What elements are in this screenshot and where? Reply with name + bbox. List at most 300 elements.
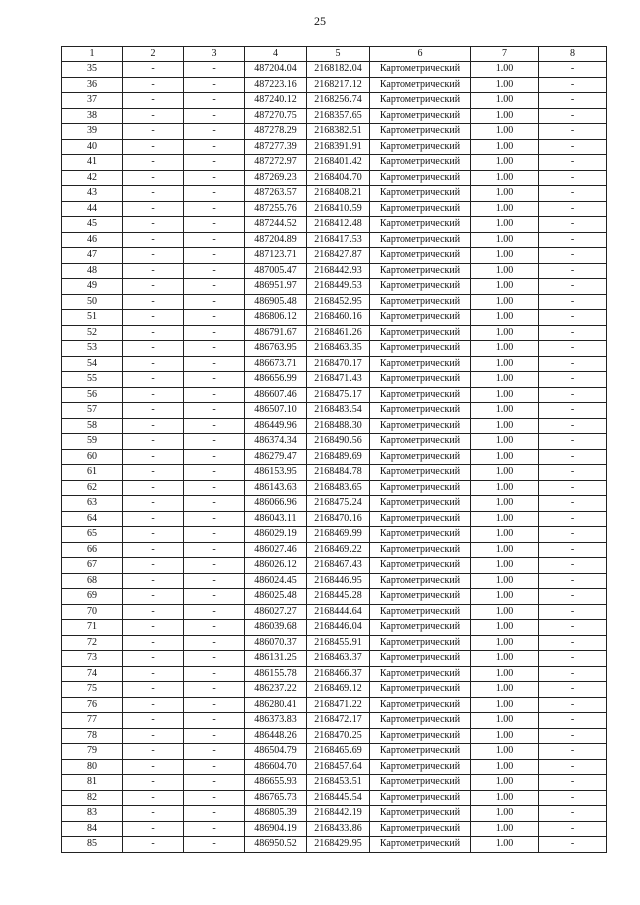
- col3-cell: -: [184, 604, 245, 620]
- method-cell: Картометрический: [370, 341, 471, 357]
- col3-cell: -: [184, 682, 245, 698]
- table-row: [62, 837, 607, 853]
- table-row: [62, 201, 607, 217]
- accuracy-cell: 1.00: [471, 806, 539, 822]
- point-number-cell: 73: [62, 651, 123, 667]
- method-cell: Картометрический: [370, 635, 471, 651]
- method-cell: Картометрический: [370, 434, 471, 450]
- y-coordinate-cell: 2168455.91: [307, 635, 370, 651]
- col2-cell: -: [123, 62, 184, 78]
- col2-cell: -: [123, 372, 184, 388]
- y-coordinate-cell: 2168470.16: [307, 511, 370, 527]
- col2-cell: -: [123, 341, 184, 357]
- table-row: [62, 155, 607, 171]
- col3-cell: -: [184, 728, 245, 744]
- col8-cell: -: [539, 511, 607, 527]
- col3-cell: -: [184, 418, 245, 434]
- y-coordinate-cell: 2168475.24: [307, 496, 370, 512]
- col3-cell: -: [184, 496, 245, 512]
- method-cell: Картометрический: [370, 806, 471, 822]
- point-number-cell: 85: [62, 837, 123, 853]
- table-row: [62, 139, 607, 155]
- col2-cell: -: [123, 263, 184, 279]
- x-coordinate-cell: 487272.97: [245, 155, 307, 171]
- x-coordinate-cell: 487204.04: [245, 62, 307, 78]
- point-number-cell: 48: [62, 263, 123, 279]
- x-coordinate-cell: 487263.57: [245, 186, 307, 202]
- col2-cell: -: [123, 294, 184, 310]
- accuracy-cell: 1.00: [471, 666, 539, 682]
- accuracy-cell: 1.00: [471, 790, 539, 806]
- table-row: [62, 294, 607, 310]
- col8-cell: -: [539, 232, 607, 248]
- col8-cell: -: [539, 139, 607, 155]
- x-coordinate-cell: 486027.46: [245, 542, 307, 558]
- x-coordinate-cell: 487244.52: [245, 217, 307, 233]
- method-cell: Картометрический: [370, 449, 471, 465]
- col8-cell: -: [539, 759, 607, 775]
- y-coordinate-cell: 2168382.51: [307, 124, 370, 140]
- col8-cell: -: [539, 542, 607, 558]
- method-cell: Картометрический: [370, 248, 471, 264]
- point-number-cell: 82: [62, 790, 123, 806]
- table-row: [62, 465, 607, 481]
- col3-cell: -: [184, 635, 245, 651]
- y-coordinate-cell: 2168256.74: [307, 93, 370, 109]
- page-number: 25: [314, 14, 326, 28]
- point-number-cell: 71: [62, 620, 123, 636]
- col8-cell: -: [539, 108, 607, 124]
- accuracy-cell: 1.00: [471, 248, 539, 264]
- col8-cell: -: [539, 294, 607, 310]
- y-coordinate-cell: 2168483.65: [307, 480, 370, 496]
- y-coordinate-cell: 2168217.12: [307, 77, 370, 93]
- x-coordinate-cell: 487278.29: [245, 124, 307, 140]
- table-row: [62, 62, 607, 78]
- col3-cell: -: [184, 372, 245, 388]
- method-cell: Картометрический: [370, 170, 471, 186]
- point-number-cell: 58: [62, 418, 123, 434]
- table-row: [62, 341, 607, 357]
- col3-cell: -: [184, 806, 245, 822]
- y-coordinate-cell: 2168446.95: [307, 573, 370, 589]
- col2-cell: -: [123, 635, 184, 651]
- y-coordinate-cell: 2168488.30: [307, 418, 370, 434]
- table-row: [62, 821, 607, 837]
- accuracy-cell: 1.00: [471, 620, 539, 636]
- y-coordinate-cell: 2168445.28: [307, 589, 370, 605]
- x-coordinate-cell: 486155.78: [245, 666, 307, 682]
- point-number-cell: 77: [62, 713, 123, 729]
- point-number-cell: 39: [62, 124, 123, 140]
- y-coordinate-cell: 2168490.56: [307, 434, 370, 450]
- x-coordinate-cell: 486027.27: [245, 604, 307, 620]
- x-coordinate-cell: 487123.71: [245, 248, 307, 264]
- table-row: [62, 651, 607, 667]
- x-coordinate-cell: 486504.79: [245, 744, 307, 760]
- method-cell: Картометрический: [370, 139, 471, 155]
- y-coordinate-cell: 2168445.54: [307, 790, 370, 806]
- x-coordinate-cell: 486763.95: [245, 341, 307, 357]
- col8-cell: -: [539, 666, 607, 682]
- point-number-cell: 54: [62, 356, 123, 372]
- y-coordinate-cell: 2168401.42: [307, 155, 370, 171]
- method-cell: Картометрический: [370, 666, 471, 682]
- col2-cell: -: [123, 155, 184, 171]
- point-number-cell: 49: [62, 279, 123, 295]
- table-row: [62, 217, 607, 233]
- x-coordinate-cell: 486280.41: [245, 697, 307, 713]
- col2-cell: -: [123, 465, 184, 481]
- col8-cell: -: [539, 124, 607, 140]
- method-cell: Картометрический: [370, 124, 471, 140]
- col8-cell: -: [539, 790, 607, 806]
- col8-cell: -: [539, 635, 607, 651]
- table-row: [62, 573, 607, 589]
- col2-cell: -: [123, 310, 184, 326]
- y-coordinate-cell: 2168446.04: [307, 620, 370, 636]
- accuracy-cell: 1.00: [471, 139, 539, 155]
- col8-cell: -: [539, 697, 607, 713]
- point-number-cell: 70: [62, 604, 123, 620]
- y-coordinate-cell: 2168427.87: [307, 248, 370, 264]
- x-coordinate-cell: 487204.89: [245, 232, 307, 248]
- col8-cell: -: [539, 604, 607, 620]
- y-coordinate-cell: 2168410.59: [307, 201, 370, 217]
- col3-cell: -: [184, 186, 245, 202]
- col2-cell: -: [123, 387, 184, 403]
- point-number-cell: 69: [62, 589, 123, 605]
- y-coordinate-cell: 2168469.12: [307, 682, 370, 698]
- point-number-cell: 37: [62, 93, 123, 109]
- y-coordinate-cell: 2168182.04: [307, 62, 370, 78]
- table-row: [62, 108, 607, 124]
- accuracy-cell: 1.00: [471, 263, 539, 279]
- column-header: 6: [370, 47, 471, 62]
- method-cell: Картометрический: [370, 62, 471, 78]
- y-coordinate-cell: 2168442.93: [307, 263, 370, 279]
- col3-cell: -: [184, 263, 245, 279]
- y-coordinate-cell: 2168489.69: [307, 449, 370, 465]
- col2-cell: -: [123, 728, 184, 744]
- col2-cell: -: [123, 201, 184, 217]
- x-coordinate-cell: 487255.76: [245, 201, 307, 217]
- col2-cell: -: [123, 186, 184, 202]
- accuracy-cell: 1.00: [471, 573, 539, 589]
- accuracy-cell: 1.00: [471, 449, 539, 465]
- col8-cell: -: [539, 170, 607, 186]
- y-coordinate-cell: 2168429.95: [307, 837, 370, 853]
- col3-cell: -: [184, 837, 245, 853]
- accuracy-cell: 1.00: [471, 310, 539, 326]
- table-row: [62, 248, 607, 264]
- method-cell: Картометрический: [370, 542, 471, 558]
- table-row: [62, 124, 607, 140]
- accuracy-cell: 1.00: [471, 542, 539, 558]
- x-coordinate-cell: 486066.96: [245, 496, 307, 512]
- col8-cell: -: [539, 806, 607, 822]
- col2-cell: -: [123, 775, 184, 791]
- y-coordinate-cell: 2168483.54: [307, 403, 370, 419]
- y-coordinate-cell: 2168357.65: [307, 108, 370, 124]
- table-row: [62, 790, 607, 806]
- col3-cell: -: [184, 77, 245, 93]
- point-number-cell: 51: [62, 310, 123, 326]
- table-row: [62, 744, 607, 760]
- point-number-cell: 41: [62, 155, 123, 171]
- col2-cell: -: [123, 527, 184, 543]
- y-coordinate-cell: 2168467.43: [307, 558, 370, 574]
- col2-cell: -: [123, 542, 184, 558]
- point-number-cell: 47: [62, 248, 123, 264]
- accuracy-cell: 1.00: [471, 155, 539, 171]
- x-coordinate-cell: 486026.12: [245, 558, 307, 574]
- col8-cell: -: [539, 372, 607, 388]
- x-coordinate-cell: 486237.22: [245, 682, 307, 698]
- accuracy-cell: 1.00: [471, 589, 539, 605]
- point-number-cell: 45: [62, 217, 123, 233]
- col2-cell: -: [123, 790, 184, 806]
- y-coordinate-cell: 2168470.17: [307, 356, 370, 372]
- point-number-cell: 79: [62, 744, 123, 760]
- accuracy-cell: 1.00: [471, 403, 539, 419]
- table-row: [62, 356, 607, 372]
- column-header: 3: [184, 47, 245, 62]
- col2-cell: -: [123, 682, 184, 698]
- column-header: 2: [123, 47, 184, 62]
- col2-cell: -: [123, 496, 184, 512]
- x-coordinate-cell: 486025.48: [245, 589, 307, 605]
- point-number-cell: 40: [62, 139, 123, 155]
- y-coordinate-cell: 2168484.78: [307, 465, 370, 481]
- method-cell: Картометрический: [370, 496, 471, 512]
- point-number-cell: 76: [62, 697, 123, 713]
- accuracy-cell: 1.00: [471, 775, 539, 791]
- method-cell: Картометрический: [370, 186, 471, 202]
- point-number-cell: 59: [62, 434, 123, 450]
- x-coordinate-cell: 486951.97: [245, 279, 307, 295]
- column-header: 5: [307, 47, 370, 62]
- col8-cell: -: [539, 93, 607, 109]
- col8-cell: -: [539, 821, 607, 837]
- method-cell: Картометрический: [370, 790, 471, 806]
- point-number-cell: 52: [62, 325, 123, 341]
- col8-cell: -: [539, 744, 607, 760]
- col8-cell: -: [539, 341, 607, 357]
- col3-cell: -: [184, 697, 245, 713]
- x-coordinate-cell: 486070.37: [245, 635, 307, 651]
- y-coordinate-cell: 2168470.25: [307, 728, 370, 744]
- x-coordinate-cell: 486374.34: [245, 434, 307, 450]
- accuracy-cell: 1.00: [471, 201, 539, 217]
- y-coordinate-cell: 2168404.70: [307, 170, 370, 186]
- col2-cell: -: [123, 604, 184, 620]
- point-number-cell: 42: [62, 170, 123, 186]
- col8-cell: -: [539, 356, 607, 372]
- accuracy-cell: 1.00: [471, 635, 539, 651]
- table-row: [62, 635, 607, 651]
- col8-cell: -: [539, 248, 607, 264]
- col2-cell: -: [123, 744, 184, 760]
- col2-cell: -: [123, 620, 184, 636]
- method-cell: Картометрический: [370, 263, 471, 279]
- accuracy-cell: 1.00: [471, 186, 539, 202]
- point-number-cell: 83: [62, 806, 123, 822]
- x-coordinate-cell: 487223.16: [245, 77, 307, 93]
- col2-cell: -: [123, 666, 184, 682]
- column-header: 7: [471, 47, 539, 62]
- col8-cell: -: [539, 449, 607, 465]
- method-cell: Картометрический: [370, 759, 471, 775]
- table-row: [62, 372, 607, 388]
- accuracy-cell: 1.00: [471, 62, 539, 78]
- col2-cell: -: [123, 480, 184, 496]
- table-row: [62, 511, 607, 527]
- y-coordinate-cell: 2168469.99: [307, 527, 370, 543]
- col3-cell: -: [184, 248, 245, 264]
- accuracy-cell: 1.00: [471, 124, 539, 140]
- table-row: [62, 775, 607, 791]
- col3-cell: -: [184, 651, 245, 667]
- column-header: 8: [539, 47, 607, 62]
- col3-cell: -: [184, 511, 245, 527]
- table-row: [62, 418, 607, 434]
- col8-cell: -: [539, 325, 607, 341]
- method-cell: Картометрический: [370, 93, 471, 109]
- method-cell: Картометрический: [370, 620, 471, 636]
- method-cell: Картометрический: [370, 573, 471, 589]
- accuracy-cell: 1.00: [471, 108, 539, 124]
- coordinates-table: [61, 46, 607, 853]
- col3-cell: -: [184, 449, 245, 465]
- table-row: [62, 728, 607, 744]
- accuracy-cell: 1.00: [471, 697, 539, 713]
- col2-cell: -: [123, 139, 184, 155]
- col3-cell: -: [184, 201, 245, 217]
- accuracy-cell: 1.00: [471, 837, 539, 853]
- col2-cell: -: [123, 93, 184, 109]
- y-coordinate-cell: 2168469.22: [307, 542, 370, 558]
- column-header: 4: [245, 47, 307, 62]
- x-coordinate-cell: 486373.83: [245, 713, 307, 729]
- col3-cell: -: [184, 480, 245, 496]
- accuracy-cell: 1.00: [471, 480, 539, 496]
- x-coordinate-cell: 486029.19: [245, 527, 307, 543]
- x-coordinate-cell: 486448.26: [245, 728, 307, 744]
- col3-cell: -: [184, 341, 245, 357]
- accuracy-cell: 1.00: [471, 527, 539, 543]
- point-number-cell: 43: [62, 186, 123, 202]
- point-number-cell: 63: [62, 496, 123, 512]
- table-row: [62, 263, 607, 279]
- accuracy-cell: 1.00: [471, 232, 539, 248]
- point-number-cell: 36: [62, 77, 123, 93]
- col8-cell: -: [539, 728, 607, 744]
- col8-cell: -: [539, 589, 607, 605]
- col8-cell: -: [539, 480, 607, 496]
- x-coordinate-cell: 486449.96: [245, 418, 307, 434]
- table-row: [62, 387, 607, 403]
- x-coordinate-cell: 486950.52: [245, 837, 307, 853]
- col3-cell: -: [184, 465, 245, 481]
- accuracy-cell: 1.00: [471, 325, 539, 341]
- col3-cell: -: [184, 93, 245, 109]
- col3-cell: -: [184, 558, 245, 574]
- accuracy-cell: 1.00: [471, 418, 539, 434]
- table-row: [62, 682, 607, 698]
- point-number-cell: 44: [62, 201, 123, 217]
- x-coordinate-cell: 486043.11: [245, 511, 307, 527]
- col3-cell: -: [184, 527, 245, 543]
- table-row: [62, 527, 607, 543]
- x-coordinate-cell: 487240.12: [245, 93, 307, 109]
- col2-cell: -: [123, 573, 184, 589]
- y-coordinate-cell: 2168472.17: [307, 713, 370, 729]
- col2-cell: -: [123, 418, 184, 434]
- table-row: [62, 558, 607, 574]
- col2-cell: -: [123, 124, 184, 140]
- table-row: [62, 93, 607, 109]
- method-cell: Картометрический: [370, 821, 471, 837]
- y-coordinate-cell: 2168412.48: [307, 217, 370, 233]
- accuracy-cell: 1.00: [471, 558, 539, 574]
- table-header: [62, 47, 607, 62]
- x-coordinate-cell: 486673.71: [245, 356, 307, 372]
- x-coordinate-cell: 486279.47: [245, 449, 307, 465]
- col3-cell: -: [184, 589, 245, 605]
- col8-cell: -: [539, 620, 607, 636]
- col3-cell: -: [184, 62, 245, 78]
- y-coordinate-cell: 2168417.53: [307, 232, 370, 248]
- table-row: [62, 232, 607, 248]
- col8-cell: -: [539, 682, 607, 698]
- x-coordinate-cell: 486131.25: [245, 651, 307, 667]
- method-cell: Картометрический: [370, 697, 471, 713]
- method-cell: Картометрический: [370, 418, 471, 434]
- x-coordinate-cell: 486791.67: [245, 325, 307, 341]
- method-cell: Картометрический: [370, 511, 471, 527]
- col3-cell: -: [184, 155, 245, 171]
- method-cell: Картометрический: [370, 728, 471, 744]
- col3-cell: -: [184, 542, 245, 558]
- x-coordinate-cell: 486765.73: [245, 790, 307, 806]
- col8-cell: -: [539, 496, 607, 512]
- method-cell: Картометрический: [370, 682, 471, 698]
- point-number-cell: 38: [62, 108, 123, 124]
- table-row: [62, 279, 607, 295]
- y-coordinate-cell: 2168442.19: [307, 806, 370, 822]
- x-coordinate-cell: 486905.48: [245, 294, 307, 310]
- accuracy-cell: 1.00: [471, 744, 539, 760]
- method-cell: Картометрический: [370, 294, 471, 310]
- point-number-cell: 84: [62, 821, 123, 837]
- y-coordinate-cell: 2168471.22: [307, 697, 370, 713]
- col3-cell: -: [184, 713, 245, 729]
- accuracy-cell: 1.00: [471, 93, 539, 109]
- accuracy-cell: 1.00: [471, 372, 539, 388]
- accuracy-cell: 1.00: [471, 604, 539, 620]
- col2-cell: -: [123, 77, 184, 93]
- accuracy-cell: 1.00: [471, 713, 539, 729]
- method-cell: Картометрический: [370, 356, 471, 372]
- col2-cell: -: [123, 279, 184, 295]
- y-coordinate-cell: 2168466.37: [307, 666, 370, 682]
- col8-cell: -: [539, 434, 607, 450]
- accuracy-cell: 1.00: [471, 434, 539, 450]
- point-number-cell: 57: [62, 403, 123, 419]
- x-coordinate-cell: 487005.47: [245, 263, 307, 279]
- col2-cell: -: [123, 108, 184, 124]
